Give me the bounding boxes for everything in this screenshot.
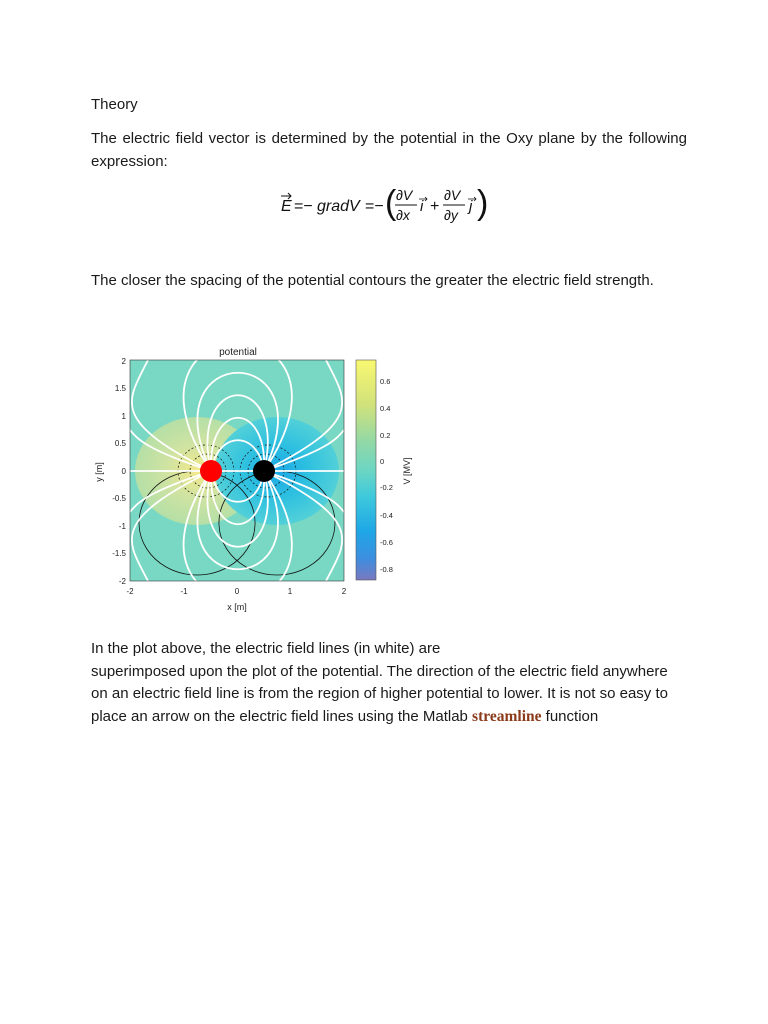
x-axis-label: x [m] <box>227 602 247 612</box>
x-tick-neg1: -1 <box>180 587 188 596</box>
eq-i: i <box>420 198 424 215</box>
figure-title: potential <box>219 347 257 358</box>
explanation-body: superimposed upon the plot of the potential. The direction of the electric field anywhere on an electric field line is from the region of higher potential to lower. It is not so easy to place an arrow on the electric field lines using the Matlab <box>91 662 668 725</box>
y-tick-1.5: 1.5 <box>114 384 126 393</box>
cbar-tick-0.4: 0.4 <box>380 404 391 413</box>
y-tick-neg1.5: -1.5 <box>112 549 126 558</box>
cbar-tick-0.6: 0.6 <box>380 377 391 386</box>
negative-charge <box>253 460 275 482</box>
y-tick-0: 0 <box>121 467 126 476</box>
eq-eq2: =− <box>365 198 384 215</box>
y-tick-1: 1 <box>121 412 126 421</box>
eq-grad: gradV <box>317 198 360 215</box>
cbar-tick-neg0.6: -0.6 <box>380 538 393 547</box>
gradient-equation <box>279 180 499 230</box>
x-tick-0: 0 <box>234 587 240 596</box>
streamline-keyword: streamline <box>472 707 542 725</box>
explanation-tail: function <box>545 707 599 725</box>
explanation-line1: In the plot above, the electric field lines (in white) are <box>91 640 441 657</box>
y-tick-neg2: -2 <box>118 577 126 586</box>
cbar-tick-neg0.2: -0.2 <box>380 483 393 492</box>
colorbar <box>356 360 376 580</box>
explanation-paragraph <box>91 638 671 728</box>
colorbar-label: V [MV] <box>402 457 412 485</box>
x-tick-1: 1 <box>287 587 293 596</box>
y-tick-neg0.5: -0.5 <box>112 494 126 503</box>
eq-paren-close: ) <box>477 184 489 222</box>
eq-dy: ∂y <box>444 207 458 223</box>
eq-dx: ∂x <box>396 207 410 223</box>
y-axis-label: y [m] <box>94 462 104 482</box>
eq-paren-open: ( <box>385 184 397 222</box>
eq-plus: + <box>430 198 440 215</box>
eq-lhs: E <box>281 198 292 215</box>
y-tick-neg1: -1 <box>118 522 126 531</box>
cbar-tick-0.2: 0.2 <box>380 431 391 440</box>
eq-eq1: =− <box>294 198 313 215</box>
cbar-tick-neg0.4: -0.4 <box>380 511 393 520</box>
potential-figure <box>88 340 428 620</box>
eq-dv2: ∂V <box>444 187 461 203</box>
x-tick-neg2: -2 <box>126 587 134 596</box>
y-tick-0.5: 0.5 <box>114 439 126 448</box>
y-tick-2: 2 <box>121 357 126 366</box>
spacing-paragraph: The closer the spacing of the potential contours the greater the electric field strength. <box>91 272 654 289</box>
positive-charge <box>200 460 222 482</box>
heading-theory: Theory <box>91 96 138 113</box>
intro-paragraph: The electric field vector is determined by the potential in the Oxy plane by the following expression: <box>91 130 687 170</box>
cbar-tick-0: 0 <box>380 457 385 466</box>
eq-dv1: ∂V <box>396 187 413 203</box>
cbar-tick-neg0.8: -0.8 <box>380 565 393 574</box>
eq-j: j <box>469 198 473 215</box>
x-tick-2: 2 <box>341 587 347 596</box>
